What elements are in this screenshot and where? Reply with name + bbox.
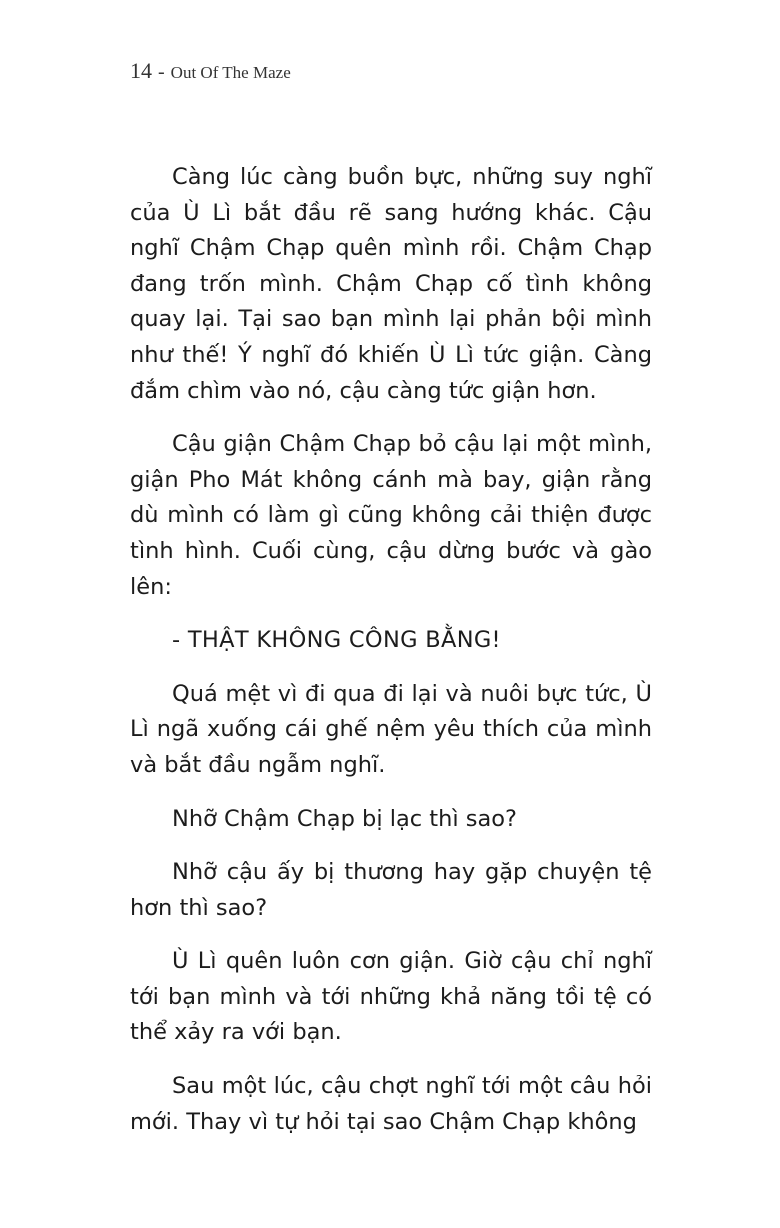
header-separator: - xyxy=(158,61,165,83)
dialogue-line: - THẬT KHÔNG CÔNG BẰNG! xyxy=(172,627,501,654)
paragraph: Ù Lì quên luôn cơn giận. Giờ cậu chỉ nghĩ tới bạn mình và tới những khả năng tồi tệ có thể xảy ra với bạn. xyxy=(130,948,652,1046)
paragraph: Nhỡ cậu ấy bị thương hay gặp chuyện tệ hơn thì sao? xyxy=(130,859,652,921)
paragraph: Sau một lúc, cậu chợt nghĩ tới một câu hỏi mới. Thay vì tự hỏi tại sao Chậm Chạp không xyxy=(130,1073,652,1135)
paragraph: Càng lúc càng buồn bực, những suy nghĩ của Ù Lì bắt đầu rẽ sang hướng khác. Cậu nghĩ Chậm Chạp quên mình rồi. Chậm Chạp đang trốn mình. Chậm Chạp cố tình không quay lại. Tại sao bạn mình lại phản bội mình như thế! Ý nghĩ đó khiến Ù Lì tức giận. Càng đắm chìm vào nó, cậu càng tức giận hơn. xyxy=(130,164,652,404)
paragraph: Quá mệt vì đi qua đi lại và nuôi bực tức, Ù Lì ngã xuống cái ghế nệm yêu thích của mình và bắt đầu ngẫm nghĩ. xyxy=(130,680,652,778)
page-number: 14 xyxy=(130,58,152,83)
paragraph: Nhỡ Chậm Chạp bị lạc thì sao? xyxy=(172,805,517,832)
book-title: Out Of The Maze xyxy=(170,63,291,82)
paragraph: Cậu giận Chậm Chạp bỏ cậu lại một mình, giận Pho Mát không cánh mà bay, giận rằng dù mình có làm gì cũng không cải thiện được tình hình. Cuối cùng, cậu dừng bước và gào lên: xyxy=(130,431,652,600)
page-body xyxy=(130,160,652,1158)
running-header xyxy=(130,58,291,84)
